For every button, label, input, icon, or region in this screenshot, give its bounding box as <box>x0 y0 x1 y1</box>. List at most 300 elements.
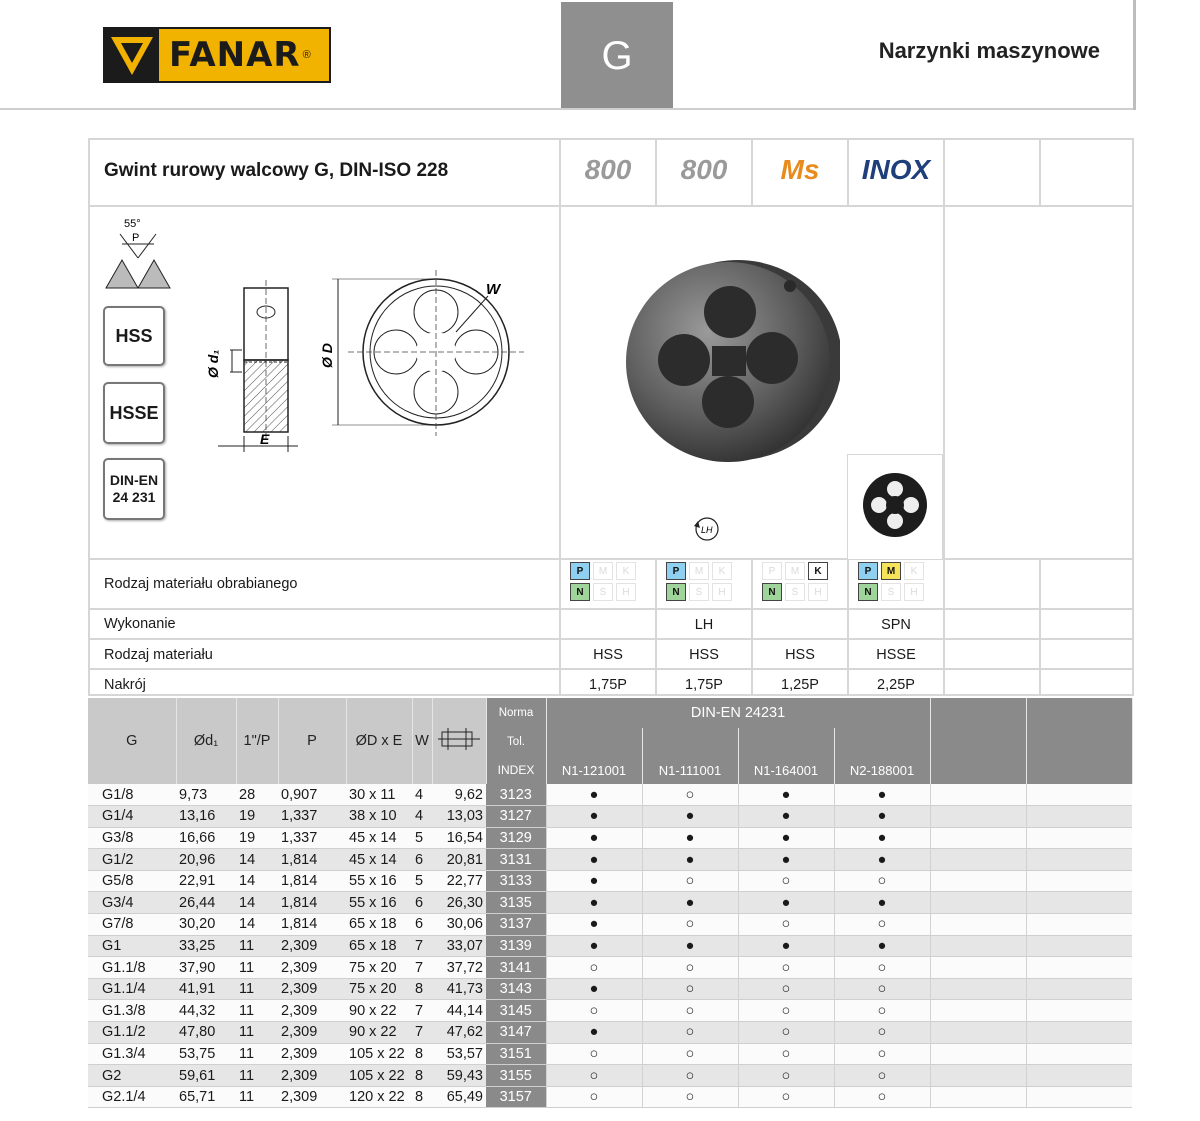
drawing-label-w: W <box>486 281 501 298</box>
availability-cell: ○ <box>834 1065 930 1087</box>
empty-cell <box>930 784 1026 806</box>
empty-cell <box>930 957 1026 979</box>
cell-p: 1,814 <box>278 892 346 914</box>
cell-index: 3147 <box>486 1022 546 1044</box>
cell-d1: 44,32 <box>176 1000 236 1022</box>
cell-d1: 30,20 <box>176 914 236 936</box>
section-tab[interactable]: G <box>561 2 673 110</box>
grade-inox: INOX <box>861 154 931 185</box>
availability-cell: ● <box>642 806 738 828</box>
row-label-material-worked: Rodzaj materiału obrabianego <box>104 576 298 592</box>
cell-wrench: 37,72 <box>432 957 486 979</box>
cell-g: G1.1/4 <box>88 978 176 1000</box>
material-k-icon: K <box>808 562 828 580</box>
availability-cell: ● <box>546 892 642 914</box>
cell-wrench: 33,07 <box>432 935 486 957</box>
cell-index: 3135 <box>486 892 546 914</box>
availability-cell: ○ <box>834 957 930 979</box>
availability-cell: ○ <box>834 978 930 1000</box>
cell-g: G1.3/8 <box>88 1000 176 1022</box>
empty-cell <box>1026 1065 1132 1087</box>
cell-w: 8 <box>412 978 432 1000</box>
table-row <box>88 1000 1132 1022</box>
cell-g: G5/8 <box>88 870 176 892</box>
availability-cell: ● <box>546 849 642 871</box>
empty-cell <box>1026 935 1132 957</box>
material-s-icon: S <box>689 583 709 601</box>
cell-d1: 20,96 <box>176 849 236 871</box>
availability-cell: ● <box>834 806 930 828</box>
material-p-icon: P <box>666 562 686 580</box>
cell-tpi: 11 <box>236 957 278 979</box>
cell-p: 1,814 <box>278 914 346 936</box>
availability-cell: ○ <box>546 1086 642 1108</box>
row-label-version: Wykonanie <box>104 616 176 632</box>
material-group-4 <box>858 562 922 601</box>
material-h-icon: H <box>808 583 828 601</box>
cell-d1: 41,91 <box>176 978 236 1000</box>
row-label-chamfer: Nakrój <box>104 677 146 693</box>
material-s-icon: S <box>785 583 805 601</box>
cell-dxe: 65 x 18 <box>346 935 412 957</box>
lh-symbol-label: LH <box>701 525 713 535</box>
grade-800-a: 800 <box>584 154 632 185</box>
chamfer-col4: 2,25P <box>877 677 915 693</box>
cell-index: 3139 <box>486 935 546 957</box>
spn-die-thumbnail <box>847 454 943 560</box>
table-row <box>88 1086 1132 1108</box>
col-header-w: W <box>412 698 432 784</box>
cell-d1: 26,44 <box>176 892 236 914</box>
table-row <box>88 1065 1132 1087</box>
tol-cell <box>642 728 738 756</box>
availability-cell: ○ <box>738 978 834 1000</box>
cell-p: 2,309 <box>278 1086 346 1108</box>
page-title: Narzynki maszynowe <box>878 38 1100 63</box>
availability-cell: ● <box>546 784 642 806</box>
table-row <box>88 957 1132 979</box>
availability-cell: ● <box>546 914 642 936</box>
dimensions-table <box>88 698 1132 1108</box>
grade-800-b: 800 <box>680 154 728 185</box>
table-row <box>88 935 1132 957</box>
die-technical-drawing <box>188 260 528 460</box>
table-row <box>88 1022 1132 1044</box>
empty-header-cell <box>930 698 1026 728</box>
availability-cell: ○ <box>642 1086 738 1108</box>
availability-cell: ○ <box>546 1065 642 1087</box>
cell-wrench: 20,81 <box>432 849 486 871</box>
availability-cell: ○ <box>738 1086 834 1108</box>
brand-name: FANAR <box>169 35 301 75</box>
availability-cell: ○ <box>546 1043 642 1065</box>
empty-header-cell <box>1026 756 1132 784</box>
die-product-image <box>620 252 840 472</box>
availability-cell: ● <box>546 978 642 1000</box>
cell-w: 5 <box>412 870 432 892</box>
norm-value: DIN-EN 24231 <box>546 698 930 728</box>
cell-p: 1,337 <box>278 827 346 849</box>
material-m-icon: M <box>785 562 805 580</box>
empty-cell <box>930 892 1026 914</box>
col-header-d1: Ød₁ <box>176 698 236 784</box>
cell-p: 2,309 <box>278 1065 346 1087</box>
cell-g: G1/8 <box>88 784 176 806</box>
product-info-block <box>88 138 1134 696</box>
row-label-material: Rodzaj materiału <box>104 647 213 663</box>
empty-cell <box>930 1000 1026 1022</box>
availability-cell: ○ <box>738 1022 834 1044</box>
product-title: Gwint rurowy walcowy G, DIN-ISO 228 <box>104 160 449 181</box>
cell-tpi: 11 <box>236 1022 278 1044</box>
cell-tpi: 11 <box>236 1000 278 1022</box>
empty-cell <box>1026 978 1132 1000</box>
availability-cell: ● <box>738 784 834 806</box>
availability-cell: ● <box>738 849 834 871</box>
cell-tpi: 14 <box>236 870 278 892</box>
empty-cell <box>1026 1086 1132 1108</box>
availability-cell: ○ <box>834 1000 930 1022</box>
label-index: INDEX <box>486 756 546 784</box>
cell-d1: 47,80 <box>176 1022 236 1044</box>
empty-cell <box>1026 806 1132 828</box>
cell-wrench: 22,77 <box>432 870 486 892</box>
cell-p: 2,309 <box>278 957 346 979</box>
tol-cell <box>738 728 834 756</box>
availability-cell: ● <box>738 827 834 849</box>
cell-p: 2,309 <box>278 935 346 957</box>
cell-w: 6 <box>412 892 432 914</box>
cell-index: 3151 <box>486 1043 546 1065</box>
empty-cell <box>930 1043 1026 1065</box>
cell-dxe: 120 x 22 <box>346 1086 412 1108</box>
empty-cell <box>930 827 1026 849</box>
material-p-icon: P <box>570 562 590 580</box>
tol-cell <box>834 728 930 756</box>
page-header <box>0 0 1200 110</box>
empty-cell <box>1026 914 1132 936</box>
availability-cell: ● <box>738 892 834 914</box>
availability-cell: ● <box>546 1022 642 1044</box>
cell-index: 3143 <box>486 978 546 1000</box>
availability-cell: ○ <box>642 957 738 979</box>
badge-hsse: HSSE <box>103 382 165 444</box>
code-col1: N1-121001 <box>546 756 642 784</box>
availability-cell: ● <box>546 827 642 849</box>
material-col4: HSSE <box>876 647 916 663</box>
cell-w: 7 <box>412 1022 432 1044</box>
cell-tpi: 11 <box>236 935 278 957</box>
material-col3: HSS <box>785 647 815 663</box>
material-group-3 <box>762 562 826 601</box>
cell-w: 7 <box>412 935 432 957</box>
empty-cell <box>1026 784 1132 806</box>
table-row <box>88 978 1132 1000</box>
cell-wrench: 16,54 <box>432 827 486 849</box>
cell-tpi: 11 <box>236 978 278 1000</box>
availability-cell: ○ <box>642 784 738 806</box>
cell-d1: 53,75 <box>176 1043 236 1065</box>
cell-dxe: 45 x 14 <box>346 849 412 871</box>
availability-cell: ○ <box>546 957 642 979</box>
availability-cell: ● <box>642 827 738 849</box>
cell-index: 3145 <box>486 1000 546 1022</box>
availability-cell: ○ <box>738 1043 834 1065</box>
cell-w: 6 <box>412 914 432 936</box>
material-h-icon: H <box>712 583 732 601</box>
cell-dxe: 38 x 10 <box>346 806 412 828</box>
cell-tpi: 11 <box>236 1065 278 1087</box>
cell-index: 3155 <box>486 1065 546 1087</box>
cell-g: G1.1/8 <box>88 957 176 979</box>
cell-dxe: 75 x 20 <box>346 957 412 979</box>
empty-cell <box>1026 1043 1132 1065</box>
header-edge <box>1133 0 1136 110</box>
chamfer-col2: 1,75P <box>685 677 723 693</box>
cell-w: 5 <box>412 827 432 849</box>
col-header-p: P <box>278 698 346 784</box>
cell-w: 6 <box>412 849 432 871</box>
version-lh: LH <box>694 617 714 633</box>
cell-g: G1/4 <box>88 806 176 828</box>
material-m-icon: M <box>881 562 901 580</box>
wrench-size-icon <box>432 698 486 784</box>
availability-cell: ● <box>834 935 930 957</box>
cell-tpi: 14 <box>236 849 278 871</box>
availability-cell: ● <box>642 849 738 871</box>
table-row <box>88 1043 1132 1065</box>
cell-tpi: 14 <box>236 892 278 914</box>
cell-g: G1 <box>88 935 176 957</box>
empty-cell <box>1026 957 1132 979</box>
cell-dxe: 90 x 22 <box>346 1022 412 1044</box>
availability-cell: ● <box>834 827 930 849</box>
empty-cell <box>930 849 1026 871</box>
cell-index: 3123 <box>486 784 546 806</box>
empty-cell <box>930 1022 1026 1044</box>
label-tolerance: Tol. <box>486 728 546 756</box>
cell-tpi: 19 <box>236 827 278 849</box>
availability-cell: ● <box>834 784 930 806</box>
cell-g: G1/2 <box>88 849 176 871</box>
empty-header-cell <box>930 756 1026 784</box>
availability-cell: ○ <box>738 1065 834 1087</box>
thread-pitch-label: P <box>132 232 140 244</box>
col-header-tpi: 1"/P <box>236 698 278 784</box>
cell-dxe: 45 x 14 <box>346 827 412 849</box>
cell-wrench: 30,06 <box>432 914 486 936</box>
cell-w: 7 <box>412 1000 432 1022</box>
empty-cell <box>930 1086 1026 1108</box>
availability-cell: ● <box>738 935 834 957</box>
cell-index: 3141 <box>486 957 546 979</box>
empty-cell <box>930 1065 1026 1087</box>
drawing-label-d1: Ø d₁ <box>205 349 221 378</box>
material-k-icon: K <box>712 562 732 580</box>
table-row <box>88 892 1132 914</box>
cell-wrench: 65,49 <box>432 1086 486 1108</box>
empty-cell <box>930 978 1026 1000</box>
empty-cell <box>1026 892 1132 914</box>
material-p-icon: P <box>858 562 878 580</box>
empty-cell <box>930 870 1026 892</box>
material-k-icon: K <box>904 562 924 580</box>
material-p-icon: P <box>762 562 782 580</box>
cell-wrench: 59,43 <box>432 1065 486 1087</box>
cell-d1: 37,90 <box>176 957 236 979</box>
cell-dxe: 90 x 22 <box>346 1000 412 1022</box>
availability-cell: ○ <box>834 914 930 936</box>
availability-cell: ○ <box>834 870 930 892</box>
cell-wrench: 47,62 <box>432 1022 486 1044</box>
cell-index: 3157 <box>486 1086 546 1108</box>
cell-dxe: 55 x 16 <box>346 892 412 914</box>
cell-d1: 22,91 <box>176 870 236 892</box>
registered-mark: ® <box>302 49 311 61</box>
cell-tpi: 14 <box>236 914 278 936</box>
material-n-icon: N <box>666 583 686 601</box>
availability-cell: ● <box>546 870 642 892</box>
empty-cell <box>930 806 1026 828</box>
availability-cell: ○ <box>738 914 834 936</box>
grade-ms: Ms <box>780 154 820 185</box>
cell-wrench: 13,03 <box>432 806 486 828</box>
v-logo-icon <box>105 29 159 81</box>
cell-g: G2.1/4 <box>88 1086 176 1108</box>
availability-cell: ○ <box>834 1043 930 1065</box>
table-row <box>88 849 1132 871</box>
cell-d1: 16,66 <box>176 827 236 849</box>
cell-p: 2,309 <box>278 978 346 1000</box>
cell-dxe: 105 x 22 <box>346 1065 412 1087</box>
cell-dxe: 30 x 11 <box>346 784 412 806</box>
empty-cell <box>1026 870 1132 892</box>
cell-p: 2,309 <box>278 1000 346 1022</box>
cell-tpi: 11 <box>236 1043 278 1065</box>
empty-cell <box>1026 849 1132 871</box>
cell-wrench: 26,30 <box>432 892 486 914</box>
cell-d1: 65,71 <box>176 1086 236 1108</box>
availability-cell: ○ <box>642 1065 738 1087</box>
material-s-icon: S <box>881 583 901 601</box>
availability-cell: ○ <box>738 870 834 892</box>
table-row <box>88 914 1132 936</box>
cell-g: G3/4 <box>88 892 176 914</box>
code-col2: N1-111001 <box>642 756 738 784</box>
cell-dxe: 65 x 18 <box>346 914 412 936</box>
availability-cell: ● <box>546 935 642 957</box>
cell-g: G7/8 <box>88 914 176 936</box>
cell-wrench: 53,57 <box>432 1043 486 1065</box>
drawing-label-d: Ø D <box>319 343 335 368</box>
cell-g: G3/8 <box>88 827 176 849</box>
availability-cell: ○ <box>642 870 738 892</box>
cell-g: G1.1/2 <box>88 1022 176 1044</box>
availability-cell: ○ <box>642 1022 738 1044</box>
availability-cell: ○ <box>546 1000 642 1022</box>
cell-tpi: 11 <box>236 1086 278 1108</box>
material-m-icon: M <box>689 562 709 580</box>
material-h-icon: H <box>616 583 636 601</box>
cell-p: 1,337 <box>278 806 346 828</box>
cell-p: 0,907 <box>278 784 346 806</box>
table-row <box>88 806 1132 828</box>
badge-din-en: DIN-EN 24 231 <box>103 458 165 520</box>
table-row <box>88 784 1132 806</box>
cell-index: 3133 <box>486 870 546 892</box>
empty-cell <box>930 935 1026 957</box>
cell-w: 8 <box>412 1043 432 1065</box>
material-n-icon: N <box>858 583 878 601</box>
label-norma: Norma <box>486 698 546 728</box>
drawing-label-e: E <box>260 431 270 447</box>
material-h-icon: H <box>904 583 924 601</box>
cell-w: 4 <box>412 784 432 806</box>
cell-w: 8 <box>412 1065 432 1087</box>
empty-cell <box>1026 1022 1132 1044</box>
cell-w: 4 <box>412 806 432 828</box>
availability-cell: ○ <box>642 914 738 936</box>
empty-header-cell <box>1026 698 1132 728</box>
material-n-icon: N <box>570 583 590 601</box>
header-divider <box>0 108 1136 110</box>
table-row <box>88 870 1132 892</box>
cell-dxe: 105 x 22 <box>346 1043 412 1065</box>
cell-w: 8 <box>412 1086 432 1108</box>
material-s-icon: S <box>593 583 613 601</box>
cell-wrench: 9,62 <box>432 784 486 806</box>
cell-dxe: 55 x 16 <box>346 870 412 892</box>
thread-angle-label: 55° <box>124 218 141 230</box>
availability-cell: ○ <box>642 1043 738 1065</box>
availability-cell: ○ <box>834 1022 930 1044</box>
cell-p: 1,814 <box>278 849 346 871</box>
availability-cell: ○ <box>642 978 738 1000</box>
tol-cell <box>546 728 642 756</box>
cell-w: 7 <box>412 957 432 979</box>
cell-tpi: 28 <box>236 784 278 806</box>
chamfer-col1: 1,75P <box>589 677 627 693</box>
cell-wrench: 44,14 <box>432 1000 486 1022</box>
fanar-logo <box>103 27 331 83</box>
availability-cell: ○ <box>834 1086 930 1108</box>
cell-p: 1,814 <box>278 870 346 892</box>
material-m-icon: M <box>593 562 613 580</box>
availability-cell: ● <box>642 935 738 957</box>
col-header-g: G <box>88 698 176 784</box>
cell-index: 3137 <box>486 914 546 936</box>
left-hand-thread-icon <box>690 516 724 542</box>
material-group-1 <box>570 562 634 601</box>
table-row <box>88 827 1132 849</box>
availability-cell: ○ <box>738 957 834 979</box>
availability-cell: ○ <box>738 1000 834 1022</box>
badge-hss: HSS <box>103 306 165 366</box>
material-group-2 <box>666 562 730 601</box>
code-col3: N1-164001 <box>738 756 834 784</box>
availability-cell: ● <box>834 892 930 914</box>
chamfer-col3: 1,25P <box>781 677 819 693</box>
availability-cell: ● <box>546 806 642 828</box>
cell-d1: 13,16 <box>176 806 236 828</box>
tol-cell <box>930 728 1026 756</box>
material-col1: HSS <box>593 647 623 663</box>
cell-p: 2,309 <box>278 1043 346 1065</box>
cell-dxe: 75 x 20 <box>346 978 412 1000</box>
material-k-icon: K <box>616 562 636 580</box>
availability-cell: ○ <box>642 1000 738 1022</box>
cell-g: G1.3/4 <box>88 1043 176 1065</box>
